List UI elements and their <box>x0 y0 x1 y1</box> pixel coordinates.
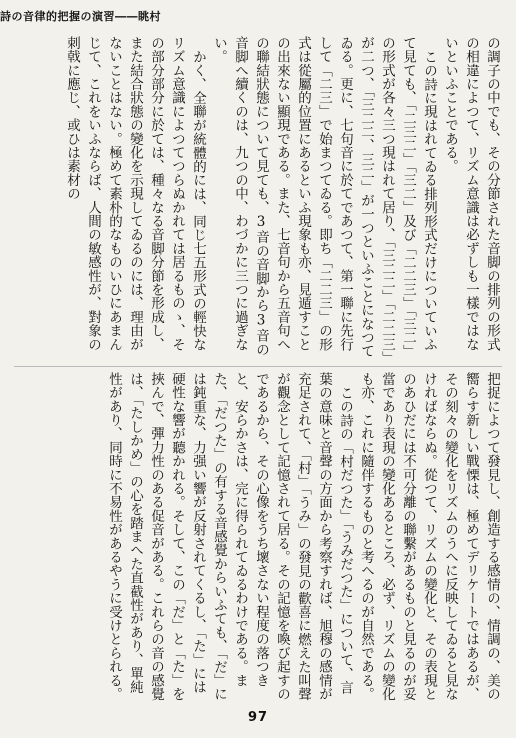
paragraph: この詩に現はれてゐる排列形式だけについていふて見ても、「二三二」「三二」及び「二二三」「三二」の形式が各々三つ現はれて居り、「三二二」「二二三」が二つ、「三二二、三二」が一つといふことになつてゐる。更に、七句音に於てであつて、第一聯に先行して「二三」で始まつてゐる。即ち「二二三」の形式は從屬的位置にあるといふ現象も亦、見遁すことの出來ない顯現である。また、七音句から五音句への聯結狀態について見ても、3音の音脚から3音の音脚へ續くのは、九つの中、わづかに三つに過ぎない。 <box>211 36 437 359</box>
paragraph: この詩の「村だつた」「うみだつた」について、言葉の意味と音聲の方面から考察すれば、旭穆の感情が充足されて、「村」「うみ」の發見の歡喜に燃えた叫聲が觀念として記憶されて居る。その記憶を喚び起すのであるから、その心像をうち壞さない程度の落つきと、安らかさは、完に得られてゐるわけである。また、「だつた」の有する音感覺からいふても、「だ」には鈍重な、力强い響が反射されてくるし、「た」には硬性な響が聽かれる。そして、この「だ」と「た」を挾んで、彈力性のある促音がある。これらの音の感覺は、「たしかめ」の心を踏まへた直截性があり、單純性があり、同時に不易性があるやうに受けとられる。 <box>106 372 353 701</box>
paragraph: 把捉によつて發見し、創造する感情の、情調の、美の嚮らす新しい戰慄は、極めてデリケートではあるが、その刻々の變化をリズムのうへに反映してゐると見なければならぬ。從つて、リズムの變化と、その表現とのあひだには不可分離の聯繫があるものと見るのが妥當であり表現の變化あるところ、必ず、リズムの變化も亦、これに隨伴するものと考へるのが自然である。 <box>358 372 500 701</box>
paragraph: かく、全聯が統體的には、同じ七五形式の輕快なリズム意識によつてつらぬかれては居るものゝ、その部分部分に於ては、種々なる音脚分節を形成し、また結合狀態の變化を示現してゐるのには、理由がないことはない。極めて素朴的なものいひにあまんじて、これをいふならば、人間の敏感性が、對象の刺戟に應じ、或ひは素材の <box>64 36 206 352</box>
lower-text-block <box>2 372 502 702</box>
running-head: 詩の音律的把握の演習――眺村 <box>0 10 161 23</box>
block-divider <box>14 366 502 367</box>
page-number: 97 <box>247 710 269 725</box>
upper-text-block <box>2 36 502 362</box>
paragraph: の調子の中でも、その分節された音脚の排列の形式の相違によつて、リズム意識は必ずしも一樣ではないといふことである。 <box>442 36 500 352</box>
